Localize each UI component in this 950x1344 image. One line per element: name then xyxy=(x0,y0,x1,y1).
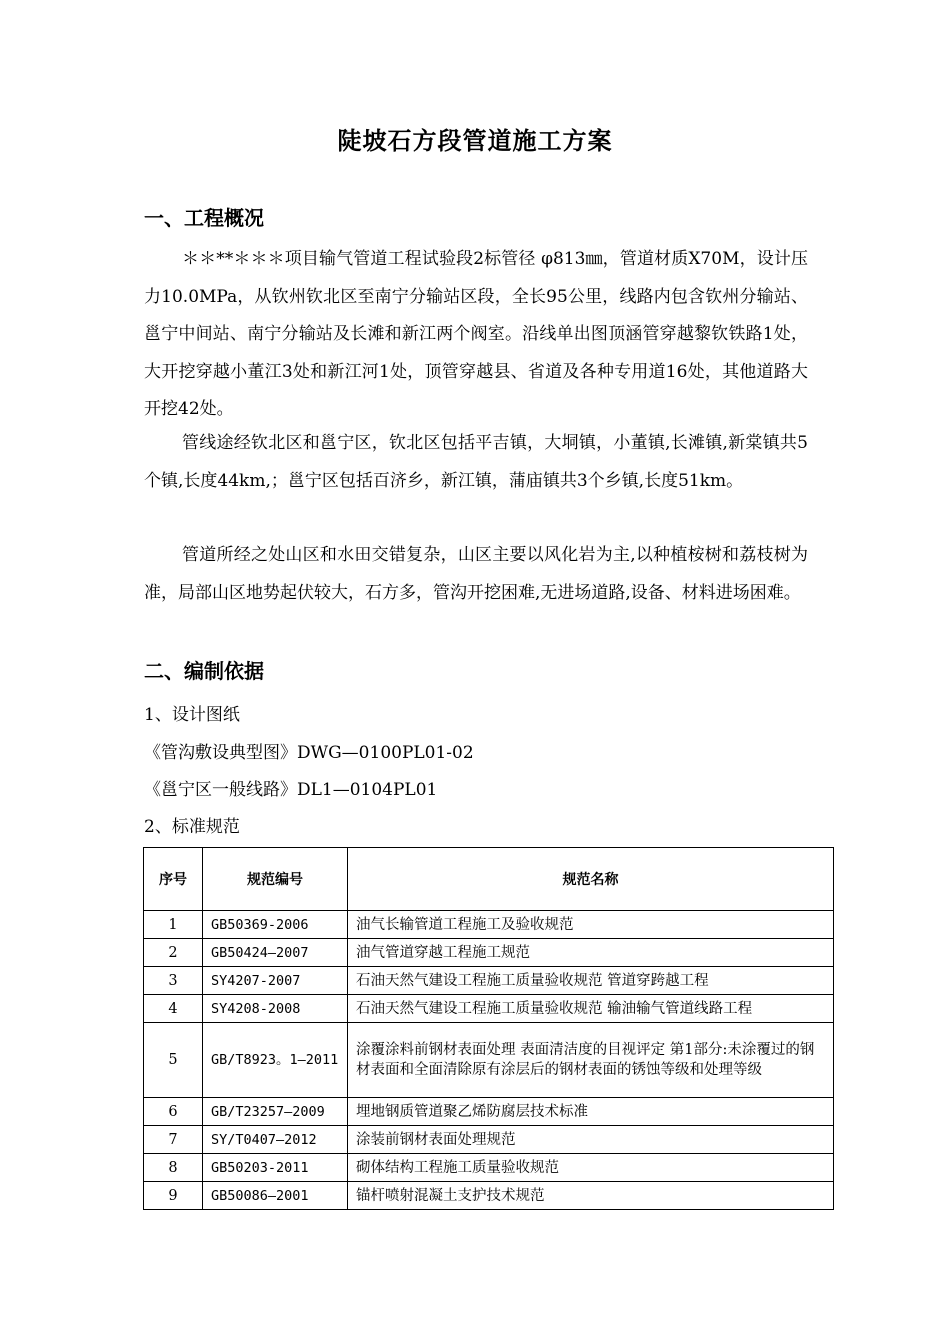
drawing-reference-1: 《管沟敷设典型图》DWG—0100PL01-02 xyxy=(144,743,474,763)
row-name: 涂覆涂料前钢材表面处理 表面清洁度的目视评定 第1部分:未涂覆过的钢材表面和全面清除原有涂层后的钢材表面的锈蚀等级和处理等级 xyxy=(348,1023,834,1098)
row-code: GB/T23257—2009 xyxy=(203,1098,348,1126)
row-name: 砌体结构工程施工质量验收规范 xyxy=(348,1154,834,1182)
table-row xyxy=(144,967,834,995)
table-row xyxy=(144,1098,834,1126)
row-name: 涂装前钢材表面处理规范 xyxy=(348,1126,834,1154)
table-row xyxy=(144,995,834,1023)
table-row xyxy=(144,911,834,939)
overview-paragraph-1: ＊＊**＊＊＊项目输气管道工程试验段2标管径 φ813㎜，管道材质X70M，设计压力10.0MPa，从钦州钦北区至南宁分输站区段，全长95公里，线路内包含钦州分输站、邕宁中间站、南宁分输站及长滩和新江两个阀室。沿线单出图顶涵管穿越黎钦铁路1处，大开挖穿越小董江3处和新江河1处，顶管穿越县、省道及各种专用道16处，其他道路大开挖42处。 xyxy=(144,249,808,419)
row-name: 油气长输管道工程施工及验收规范 xyxy=(348,911,834,939)
row-number: 4 xyxy=(144,995,203,1023)
row-number: 3 xyxy=(144,967,203,995)
row-number: 2 xyxy=(144,939,203,967)
table-row xyxy=(144,1182,834,1210)
section-heading-overview: 一、工程概况 xyxy=(144,206,264,230)
row-code: SY4207-2007 xyxy=(203,967,348,995)
drawing-reference-2: 《邕宁区一般线路》DL1—0104PL01 xyxy=(144,780,438,800)
document-title: 陡坡石方段管道施工方案 xyxy=(337,126,613,155)
row-number: 7 xyxy=(144,1126,203,1154)
row-name: 石油天然气建设工程施工质量验收规范 管道穿跨越工程 xyxy=(348,967,834,995)
table-row xyxy=(144,1126,834,1154)
row-name: 锚杆喷射混凝土支护技术规范 xyxy=(348,1182,834,1210)
row-name: 石油天然气建设工程施工质量验收规范 输油输气管道线路工程 xyxy=(348,995,834,1023)
row-number: 5 xyxy=(144,1023,203,1098)
header-name: 规范名称 xyxy=(348,848,834,911)
row-code: GB50203-2011 xyxy=(203,1154,348,1182)
subheading-design-drawings: 1、设计图纸 xyxy=(144,705,240,725)
header-number: 序号 xyxy=(144,848,203,911)
row-name: 油气管道穿越工程施工规范 xyxy=(348,939,834,967)
row-number: 1 xyxy=(144,911,203,939)
row-code: GB50369-2006 xyxy=(203,911,348,939)
row-code: SY/T0407—2012 xyxy=(203,1126,348,1154)
table-row xyxy=(144,1154,834,1182)
subheading-standards: 2、标准规范 xyxy=(144,817,240,837)
row-name: 埋地钢质管道聚乙烯防腐层技术标准 xyxy=(348,1098,834,1126)
row-number: 6 xyxy=(144,1098,203,1126)
table-header-row xyxy=(144,848,834,911)
row-number: 8 xyxy=(144,1154,203,1182)
overview-paragraph-2: 管线途经钦北区和邕宁区，钦北区包括平吉镇，大垌镇，小董镇,长滩镇,新棠镇共5个镇,长度44km,；邕宁区包括百济乡，新江镇，蒲庙镇共3个乡镇,长度51km。 xyxy=(144,433,808,491)
row-code: SY4208-2008 xyxy=(203,995,348,1023)
row-code: GB/T8923。1—2011 xyxy=(203,1023,348,1098)
row-code: GB50086—2001 xyxy=(203,1182,348,1210)
overview-paragraph-3: 管道所经之处山区和水田交错复杂，山区主要以风化岩为主,以种植桉树和荔枝树为准，局部山区地势起伏较大，石方多，管沟开挖困难,无进场道路,设备、材料进场困难。 xyxy=(144,545,808,603)
standards-table xyxy=(143,847,834,1210)
table-row xyxy=(144,939,834,967)
row-number: 9 xyxy=(144,1182,203,1210)
table-row xyxy=(144,1023,834,1098)
row-code: GB50424—2007 xyxy=(203,939,348,967)
header-code: 规范编号 xyxy=(203,848,348,911)
section-heading-basis: 二、编制依据 xyxy=(144,659,264,683)
